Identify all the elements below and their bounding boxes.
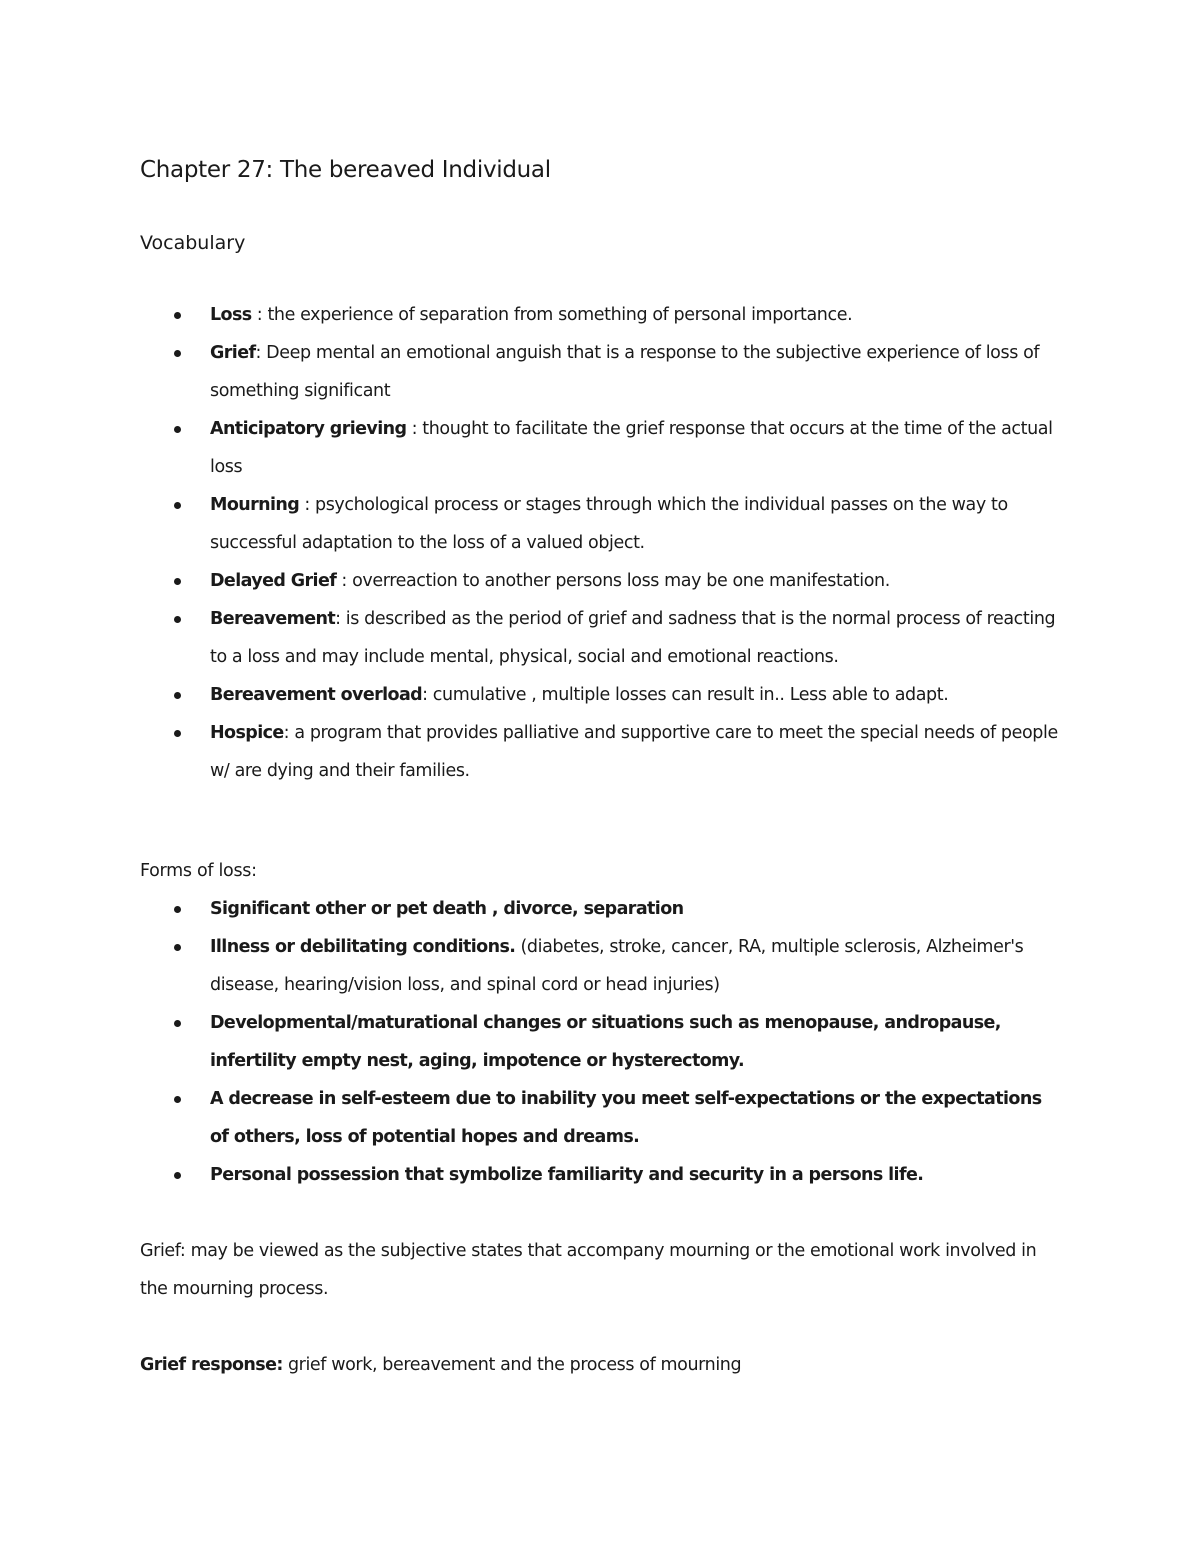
bullet-icon bbox=[174, 1020, 181, 1027]
bullet-icon bbox=[174, 944, 181, 951]
definition: is described as the period of grief and sadness that is the normal process of reacting to a loss and may include mental, physical, social and emotional reactions. bbox=[210, 609, 1056, 667]
page-title: Chapter 27: The bereaved Individual bbox=[140, 157, 551, 183]
list-item bbox=[140, 928, 1060, 1004]
term-separator: : bbox=[335, 609, 346, 629]
list-item bbox=[140, 1156, 1060, 1194]
list-item bbox=[140, 296, 1060, 334]
term: Grief bbox=[210, 343, 256, 363]
term: Delayed Grief bbox=[210, 571, 337, 591]
definition: a program that provides palliative and supportive care to meet the special needs of people w/ are dying and their families. bbox=[210, 723, 1058, 781]
bullet-icon bbox=[174, 1096, 181, 1103]
bullet-icon bbox=[174, 692, 181, 699]
definition: Deep mental an emotional anguish that is a response to the subjective experience of loss of something significant bbox=[210, 343, 1040, 401]
vocabulary-list bbox=[140, 296, 1060, 790]
bullet-icon bbox=[174, 578, 181, 585]
loss-form-bold: Illness or debilitating conditions. bbox=[210, 937, 516, 957]
term: Hospice bbox=[210, 723, 284, 743]
list-item bbox=[140, 410, 1060, 486]
term-separator: : bbox=[255, 343, 267, 363]
term: Bereavement bbox=[210, 609, 336, 629]
list-item bbox=[140, 334, 1060, 410]
document-page bbox=[140, 150, 1060, 1384]
grief-paragraph: Grief: may be viewed as the subjective states that accompany mourning or the emotional work involved in the mourning process. bbox=[140, 1241, 1037, 1299]
vocabulary-heading: Vocabulary bbox=[140, 232, 246, 254]
term-separator: : bbox=[336, 571, 353, 591]
definition: the experience of separation from something of personal importance. bbox=[267, 305, 853, 325]
list-item bbox=[140, 1080, 1060, 1156]
list-item bbox=[140, 562, 1060, 600]
forms-of-loss-label: Forms of loss: bbox=[140, 861, 257, 881]
term-separator: : bbox=[406, 419, 423, 439]
list-item bbox=[140, 1004, 1060, 1080]
term: Bereavement overload bbox=[210, 685, 423, 705]
loss-form-bold: Personal possession that symbolize familiarity and security in a persons life. bbox=[210, 1165, 924, 1185]
term-separator: : bbox=[283, 723, 295, 743]
list-item bbox=[140, 486, 1060, 562]
list-item bbox=[140, 890, 1060, 928]
list-item bbox=[140, 714, 1060, 790]
list-item bbox=[140, 676, 1060, 714]
grief-response-paragraph bbox=[140, 1346, 1060, 1384]
term-separator: : bbox=[251, 305, 268, 325]
bullet-icon bbox=[174, 730, 181, 737]
loss-form-bold: Significant other or pet death , divorce, separation bbox=[210, 899, 684, 919]
loss-form-bold: A decrease in self-esteem due to inability you meet self-expectations or the expectations of others, loss of potential hopes and dreams. bbox=[210, 1089, 1042, 1147]
loss-form-detail: (diabetes, stroke, cancer, RA, multiple sclerosis, Alzheimer's disease, hearing/vision loss, and spinal cord or head injuries) bbox=[210, 937, 1024, 995]
bullet-icon bbox=[174, 312, 181, 319]
definition: thought to facilitate the grief response that occurs at the time of the actual loss bbox=[210, 419, 1053, 477]
term: Mourning bbox=[210, 495, 300, 515]
bullet-icon bbox=[174, 906, 181, 913]
loss-form-bold: Developmental/maturational changes or situations such as menopause, andropause, infertility empty nest, aging, impotence or hysterectomy. bbox=[210, 1013, 1001, 1071]
definition: overreaction to another persons loss may be one manifestation. bbox=[352, 571, 890, 591]
bullet-icon bbox=[174, 1172, 181, 1179]
term: Anticipatory grieving bbox=[210, 419, 407, 439]
term: Loss bbox=[210, 305, 252, 325]
bullet-icon bbox=[174, 616, 181, 623]
definition: cumulative , multiple losses can result in.. Less able to adapt. bbox=[432, 685, 949, 705]
definition: psychological process or stages through which the individual passes on the way to successful adaptation to the loss of a valued object. bbox=[210, 495, 1008, 553]
bullet-icon bbox=[174, 350, 181, 357]
term-separator: : bbox=[422, 685, 433, 705]
bullet-icon bbox=[174, 502, 181, 509]
grief-response-term: Grief response: bbox=[140, 1355, 283, 1375]
forms-of-loss-list bbox=[140, 890, 1060, 1194]
list-item bbox=[140, 600, 1060, 676]
grief-response-text: grief work, bereavement and the process of mourning bbox=[282, 1355, 742, 1375]
bullet-icon bbox=[174, 426, 181, 433]
term-separator: : bbox=[299, 495, 315, 515]
